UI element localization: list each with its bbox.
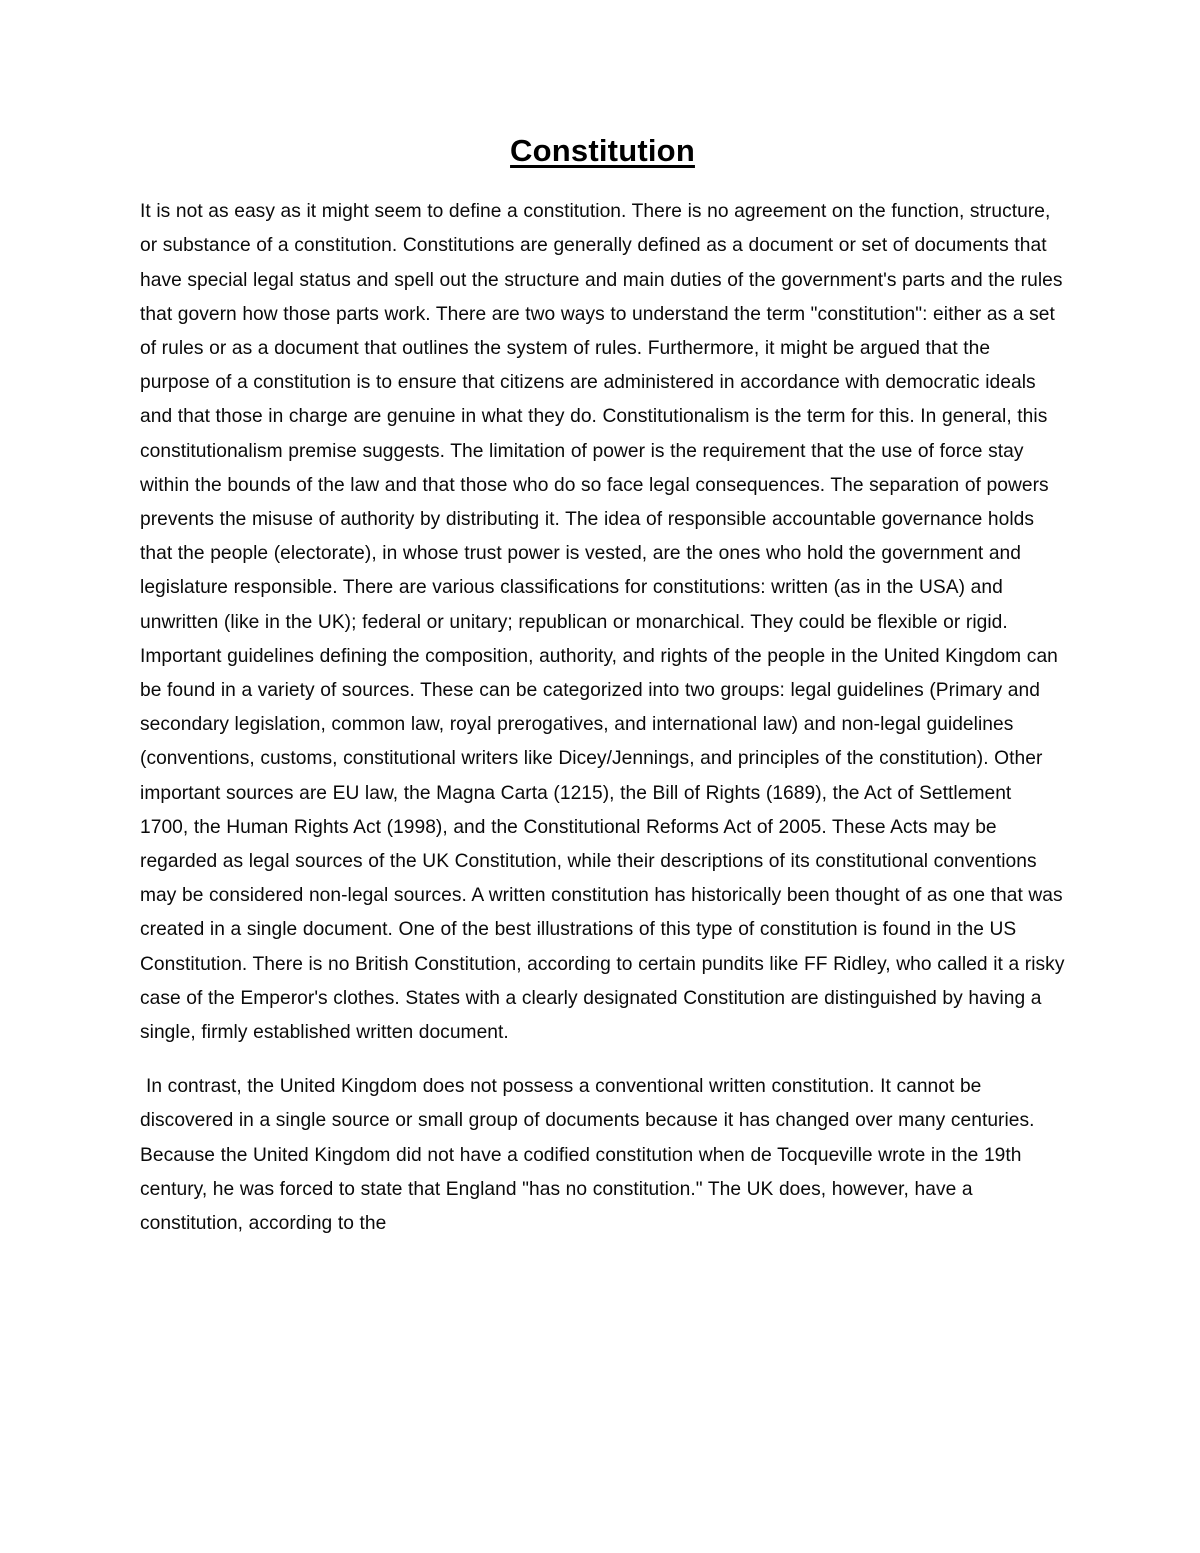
page-title: Constitution [510,133,695,168]
document-body [140,132,1065,1261]
paragraph-2: In contrast, the United Kingdom does not possess a conventional written constitution. It cannot be discovered in a single source or small group of documents because it has changed over many centuries. Because the United Kingdom did not have a codified constitution when de Tocqueville wrote in the 19th century, he was forced to state that England "has no constitution." The UK does, however, have a constitution, according to the [140,1076,1035,1235]
paragraph-1: It is not as easy as it might seem to define a constitution. There is no agreement on the function, structure, or substance of a constitution. Constitutions are generally defined as a document or set of documents that have special legal status and spell out the structure and main duties of the government's parts and the rules that govern how those parts work. There are two ways to understand the term "constitution": either as a set of rules or as a document that outlines the system of rules. Furthermore, it might be argued that the purpose of a constitution is to ensure that citizens are administered in accordance with democratic ideals and that those in charge are genuine in what they do. Constitutionalism is the term for this. In general, this constitutionalism premise suggests. The limitation of power is the requirement that the use of force stay within the bounds of the law and that those who do so face legal consequences. The separation of powers prevents the misuse of authority by distributing it. The idea of responsible accountable governance holds that the people (electorate), in whose trust power is vested, are the ones who hold the government and legislature responsible. There are various classifications for constitutions: written (as in the USA) and unwritten (like in the UK); federal or unitary; republican or monarchical. They could be flexible or rigid. Important guidelines defining the composition, authority, and rights of the people in the United Kingdom can be found in a variety of sources. These can be categorized into two groups: legal guidelines (Primary and secondary legislation, common law, royal prerogatives, and international law) and non-legal guidelines (conventions, customs, constitutional writers like Dicey/Jennings, and principles of the constitution). Other important sources are EU law, the Magna Carta (1215), the Bill of Rights (1689), the Act of Settlement 1700, the Human Rights Act (1998), and the Constitutional Reforms Act of 2005. These Acts may be regarded as legal sources of the UK Constitution, while their descriptions of its constitutional conventions may be considered non-legal sources. A written constitution has historically been thought of as one that was created in a single document. One of the best illustrations of this type of constitution is found in the US Constitution. There is no British Constitution, according to certain pundits like FF Ridley, who called it a risky case of the Emperor's clothes. States with a clearly designated Constitution are distinguished by having a single, firmly established written document. [140,201,1065,1044]
